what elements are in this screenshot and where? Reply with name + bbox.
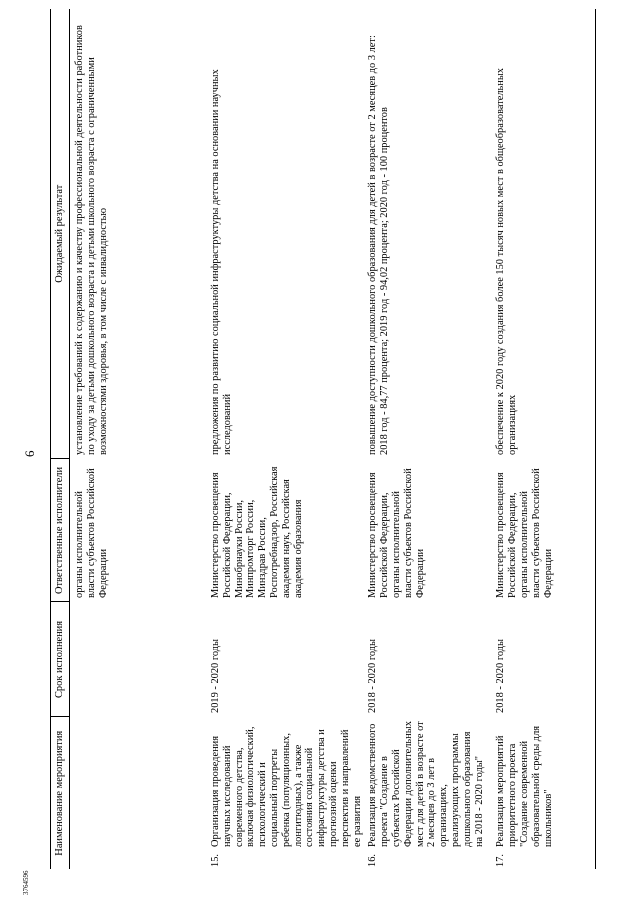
row-executors: органы исполнительной власти субъектов Российской Федерации bbox=[74, 468, 109, 598]
row-name: Реализация мероприятий приоритетного проекта "Создание современной образовательной среды для школьников" bbox=[491, 717, 596, 851]
row-name: Реализация ведомственного проекта "Создание в субъектах Российской Федерации дополнительных мест для детей в возрасте от 2 месяцев до 3 лет в организациях, реализующих программы дошкольного образования на 2018 - 2020 годы" bbox=[367, 721, 485, 847]
table-row bbox=[70, 9, 207, 869]
header-result: Ожидаемый результат bbox=[51, 9, 70, 459]
header-deadline: Срок исполнения bbox=[51, 602, 70, 717]
row-number: 16. bbox=[367, 854, 379, 867]
table-row bbox=[206, 9, 363, 869]
row-executors: Министерство просвещения Российской Федерации, Минобрнауки России, Минпромторг России, Минздрав России, Роспотребнадзор, Российская академия наук, Российская академия образования bbox=[210, 466, 304, 598]
document-code: 3764596 bbox=[22, 870, 30, 895]
row-result: обеспечение к 2020 году создания более 150 тысяч новых мест в общеобразовательных организациях bbox=[491, 9, 596, 459]
row-name: Организация проведения научных исследований современного детства, включая физиологический, психологический и социальный портреты ребенка (популяционных, лонгитюдных), а также состояния социальной инфраструктуры детства и прогнозной оценки перспектив и направлений ее развития bbox=[210, 726, 363, 847]
table-row bbox=[491, 9, 596, 869]
row-deadline: 2019 - 2020 годы bbox=[210, 639, 221, 713]
page-number: 6 bbox=[22, 450, 37, 457]
row-result: предложения по развитию социальной инфраструктуры детства на основании научных исследований bbox=[210, 69, 233, 455]
measures-table bbox=[50, 9, 596, 869]
row-deadline: 2018 - 2020 годы bbox=[367, 639, 379, 713]
row-deadline: 2018 - 2020 годы bbox=[491, 602, 596, 717]
table-header-row bbox=[51, 9, 70, 869]
row-result: установление требований к содержанию и качеству профессиональной деятельности работников по уходу за детьми дошкольного возраста и детьми школьного возраста с ограниченными возможностями здоровья, в том числе с инвалидностью bbox=[74, 25, 109, 455]
header-executors: Ответственные исполнители bbox=[51, 459, 70, 602]
table-row bbox=[363, 9, 491, 869]
row-number: 17. bbox=[491, 851, 596, 869]
row-name bbox=[70, 717, 207, 851]
row-number: 15. bbox=[210, 854, 221, 867]
row-result: повышение доступности дошкольного образования для детей в возрасте от 2 месяцев до 3 лет: 2018 год - 84,77 процента; 2019 год - 94,02 процента; 2020 год - 100 процентов bbox=[367, 35, 391, 455]
row-executors: Министерство просвещения Российской Федерации, органы исполнительной власти субъектов Российской Федерации bbox=[491, 459, 596, 602]
row-number bbox=[70, 851, 207, 869]
header-name: Наименование мероприятия bbox=[51, 717, 70, 869]
row-executors: Министерство просвещения Российской Федерации, органы исполнительной власти субъектов Российской Федерации bbox=[367, 468, 426, 598]
row-deadline bbox=[70, 602, 207, 717]
